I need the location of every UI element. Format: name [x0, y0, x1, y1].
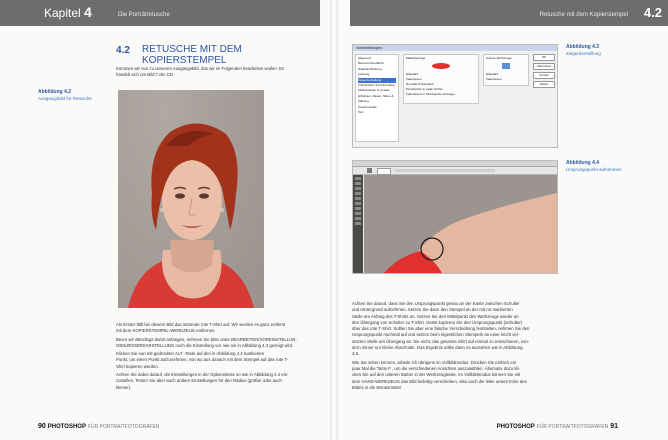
body-line: und Hintergrund aufnehmen. Setzen Sie dann den Stempel an der mit rot markierten [352, 307, 513, 313]
body-line: Klicken Sie nun mit gedrückter ALT -Taste auf den in Abbildung 4.4 markierten [116, 351, 265, 357]
body-line: Bildes in die Monitormitte! [352, 384, 402, 390]
cursor-preview-icon [502, 63, 510, 69]
body-line: Punkt, um einen Punkt aufzunehmen, von wo aus danach mit dem Stempel auf das rote T- [116, 357, 289, 363]
body-line: paar Mal die Taste F , um die verschiedenen Ansichten auszuwählen. Alternativ dazu kli- [352, 365, 520, 371]
intro-paragraph [116, 66, 326, 79]
dialog-menu-item[interactable]: Zusatzmodule [358, 104, 377, 109]
section-title: RETUSCHE MIT DEM KOPIERSTEMPEL [142, 44, 242, 66]
portrait-illustration [118, 90, 264, 308]
dialog-menu-item[interactable]: Allgemein [358, 56, 372, 60]
radio-option[interactable]: Pinselspitze in voller Größe [406, 87, 443, 91]
dialog-menu-item[interactable]: Transparenz & Farbumfang [358, 83, 395, 88]
brush-size-field[interactable] [377, 168, 391, 175]
dialog-menu-item[interactable]: Hilfslinien, Raster, Slices & Zählung [358, 93, 394, 104]
left-page [0, 0, 330, 440]
body-line: über das rote T-Shirt. Sollten Sie aber eine falsche Verschiebung feststellen, nehmen Sie den [352, 326, 530, 332]
shoulder-closeup [364, 175, 557, 273]
figure-caption-text: Ausgangsbild für Retusche [38, 96, 92, 101]
options-controls[interactable] [395, 169, 495, 172]
tool-icon[interactable] [355, 212, 361, 215]
options-bar [353, 167, 557, 175]
portrait-photo [118, 90, 264, 308]
figure-4-3-title: Abbildung 4.3 [566, 44, 600, 50]
tool-icon[interactable] [355, 202, 361, 205]
figure-4-4-text: Ursprungspunkt aufnehmen [566, 167, 622, 172]
tool-icon[interactable] [355, 187, 361, 190]
right-body-text [352, 301, 614, 391]
tool-icon[interactable] [355, 182, 361, 185]
footer-brand: PHOTOSHOP [47, 424, 86, 430]
dialog-menu-item[interactable]: Maßeinheiten & Lineale [358, 88, 390, 93]
body-line: cken Sie auf den unteren Button in der Werkzeugleiste. Im Vollbildmodus können Sie mit [352, 372, 521, 378]
body-line: den Übergang von Schulter zu T-Shirt. Damit kopieren Sie den Ursprungspunkt (Schulter) [352, 319, 523, 325]
other-tools-group [483, 54, 529, 86]
tool-icon[interactable] [355, 207, 361, 210]
page-number: 90 [38, 423, 46, 430]
painting-tools-title: Malwerkzeuge [406, 56, 426, 60]
body-line: Wie Sie sehen können, arbeite ich übrigens im Vollbildmodus. Drücken Sie einfach ein [352, 359, 517, 365]
dialog-category-list [355, 54, 399, 142]
radio-option[interactable]: Normale Pinselspitze [406, 82, 435, 86]
tool-icon[interactable] [355, 177, 361, 180]
section-number: 4.2 [116, 45, 130, 56]
other-tools-title: Andere Werkzeuge [486, 56, 512, 60]
chapter-label: Kapitel [44, 6, 81, 20]
chapter-header-bar [0, 0, 320, 26]
next-button[interactable]: Weiter [533, 81, 555, 88]
body-line: mit dem KOPIERSTEMPEL-WERKZEUG entfernen. [116, 328, 216, 334]
dialog-menu-item[interactable]: Text [358, 110, 364, 115]
body-line: dern immer nur kleine Abschnitte. Das Ergebnis sollte dann so aussehen wie in Abbildung [352, 345, 523, 351]
preferences-dialog-screenshot [352, 44, 558, 148]
body-line: 4.5. [352, 351, 360, 357]
section-header-bar [350, 0, 668, 26]
body-line: GEN/ZEIGERDARSTELLUNG noch die Einstellung vor, wie sie in Abbildung 4.3 gezeigt wird. [116, 342, 294, 348]
dialog-menu-item[interactable]: Benutzeroberfläche [358, 61, 385, 66]
body-line: Ursprungspunkt nochmal auf und setzen beim eigentlichen Stempeln an einer leicht ver- [352, 332, 520, 338]
body-line: Achten Sie dabei darauf, die Einstellungen in der Optionsleiste so wie in Abbildung 4.4 ein- [116, 372, 289, 378]
chapter-number: 4 [84, 4, 92, 20]
radio-option[interactable]: Fadenkreuz in Pinselspitze anzeigen [406, 92, 455, 96]
radio-option[interactable]: Standard [486, 72, 499, 76]
radio-option[interactable]: Standard [406, 72, 419, 76]
body-line: zustellen. Testen Sie aber auch andere Einstellungen für den Radius (größer oder auch [116, 378, 282, 384]
page-number: 91 [610, 423, 618, 430]
book-gutter [330, 0, 338, 440]
body-line: Shirt kopieren werden. [116, 363, 159, 369]
tools-panel [353, 175, 363, 273]
dialog-menu-item[interactable]: Leistung [358, 72, 370, 77]
body-line: setzten Stelle am Übergang an. Sie nicht, das gesamte Shirt auf einmal zu retuschieren, son- [352, 338, 530, 344]
figure-4-4-title: Abbildung 4.4 [566, 160, 600, 166]
figure-4-3-text: Zeigerdarstellung [566, 51, 601, 56]
body-line: Bevor wir allerdings damit anfangen, nehmen Sie bitte unter BEARBEITEN/VOREINSTELLUN- [116, 336, 297, 342]
image-canvas[interactable] [364, 175, 557, 273]
intro-line: handelt sich um Bild 7 der CD. [116, 72, 175, 78]
footer-brand: PHOTOSHOP [496, 424, 535, 430]
clone-stamp-icon[interactable] [367, 168, 372, 173]
painting-tools-group [403, 54, 479, 104]
right-footer [497, 423, 618, 430]
section-header-number: 4.2 [643, 5, 662, 20]
body-line: Achten Sie darauf, dass Sie den Ursprungspunkt genau an der Kante zwischen Schulter [352, 301, 520, 306]
body-line: kleiner). [116, 384, 132, 390]
dialog-menu-item-selected[interactable]: Zeigerdarstellung [358, 78, 396, 83]
tool-icon[interactable] [355, 192, 361, 195]
tool-icon[interactable] [355, 197, 361, 200]
intro-line: Kommen wir nun zu unserem Ausgangsbild, das wir im Folgenden bearbeiten wollen. Es [116, 66, 285, 71]
tool-icon[interactable] [355, 222, 361, 225]
cancel-button[interactable]: Abbrechen [533, 63, 555, 70]
clone-stamp-screenshot [352, 160, 558, 274]
chapter-subtitle: Die Porträtretusche [118, 12, 170, 18]
brush-preview-swatch [432, 63, 450, 69]
dialog-button-column [533, 54, 555, 88]
body-line: dem HAND-WERKZEUG das Bild beliebig verschieben, also auch die linke untere Ecke des [352, 378, 527, 384]
footer-subtitle: FÜR PORTRAITFOTOGRAFEN [536, 424, 609, 430]
ok-button[interactable]: OK [533, 54, 555, 61]
figure-caption-title: Abbildung 4.2 [38, 89, 72, 95]
footer-subtitle: FÜR PORTRAITFOTOGRAFEN [87, 424, 160, 430]
back-button[interactable]: Zurück [533, 72, 555, 79]
dialog-menu-item[interactable]: Dateihandhabung [358, 66, 382, 71]
body-line: Stelle am Anfang des T-Shirts an. Setzen Sie den Mittelpunkt des Werkzeugs wieder an [352, 313, 519, 319]
left-footer [38, 423, 159, 430]
section-header-subtitle: Retusche mit dem Kopierstempel [539, 12, 628, 18]
radio-option[interactable]: Fadenkreuz [406, 77, 422, 81]
left-body-text [116, 322, 328, 391]
body-line: Als Erstes fällt bei diesem Bild das störende rote T-Shirt auf. Wir werden es ganz entfernt [116, 322, 286, 327]
tool-icon[interactable] [355, 217, 361, 220]
dialog-titlebar: Voreinstellungen [353, 45, 557, 51]
radio-option[interactable]: Fadenkreuz [486, 77, 502, 81]
